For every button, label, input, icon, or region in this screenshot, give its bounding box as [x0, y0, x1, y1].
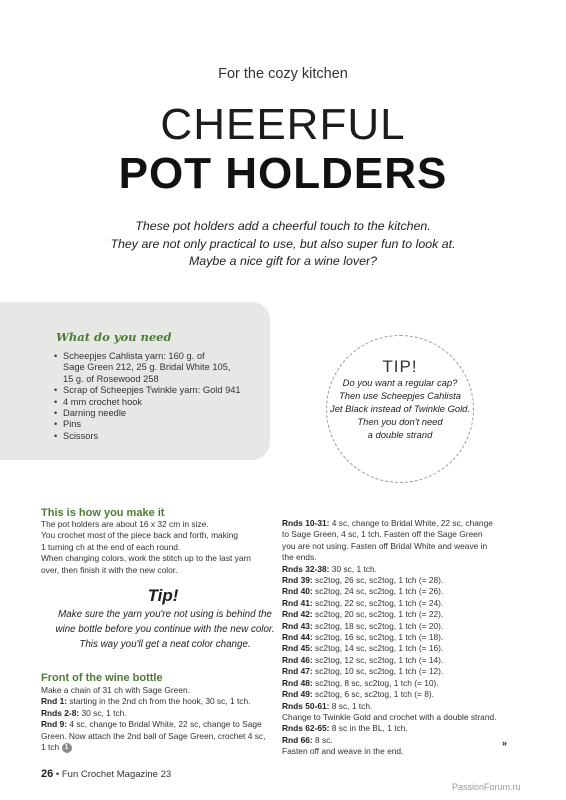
text-line: Make a chain of 31 ch with Sage Green. — [41, 685, 190, 695]
round-text: 30 sc, 1 tch. — [79, 707, 127, 718]
section-title-front: Front of the wine bottle — [41, 672, 163, 684]
materials-list — [54, 351, 241, 442]
round-label: Rnd 42: — [282, 609, 313, 620]
round-text: 1 tch — [41, 742, 60, 753]
tip2-line: wine bottle before you continue with the new color. — [55, 624, 275, 635]
text-line: over, then finish it with the new color. — [41, 564, 178, 575]
round-label: Rnd 47: — [282, 666, 313, 677]
round-line — [282, 723, 496, 734]
round-line — [282, 541, 496, 552]
footer-separator: • — [53, 769, 62, 780]
round-text: Change to Twinkle Gold and crochet with a double strand. — [282, 711, 497, 722]
text-line: The pot holders are about 16 x 32 cm in size. — [41, 519, 209, 529]
round-line — [282, 689, 496, 700]
round-text: 30 sc, 1 tch. — [329, 563, 377, 574]
round-text: 8 sc, 1 tch. — [329, 700, 373, 711]
watermark: PassionForum.ru — [452, 782, 521, 792]
tip2-line: Make sure the yarn you're not using is behind the — [58, 609, 272, 620]
front-instructions — [41, 685, 265, 753]
text-line: 1 turning ch at the end of each round. — [41, 541, 181, 552]
next-page-arrow: » — [502, 738, 508, 748]
materials-title: What do you need — [56, 330, 172, 344]
round-label: Rnds 2-8: — [41, 707, 80, 718]
round-line — [282, 564, 496, 575]
round-label: Rnds 10-31: — [282, 518, 330, 528]
tip2-label: Tip! — [147, 586, 179, 605]
tip-line: Then use Scheepjes Cahlista — [339, 390, 461, 401]
page-title-line2: POT HOLDERS — [118, 149, 448, 198]
round-line — [282, 609, 496, 620]
materials-item: • Pins — [54, 419, 241, 430]
intro-line: These pot holders add a cheerful touch to the kitchen. — [135, 219, 431, 233]
round-line — [282, 575, 496, 586]
round-line — [282, 518, 496, 529]
instructions-text — [41, 519, 251, 576]
round-label: Rnd 1: — [41, 696, 68, 707]
round-text: the ends. — [282, 552, 317, 563]
round-label: Rnd 45: — [282, 643, 313, 654]
tip-line: Jet Black instead of Twinkle Gold. — [330, 403, 470, 414]
round-line — [282, 598, 496, 609]
round-text: sc2tog, 24 sc, sc2tog, 1 tch (= 26). — [312, 586, 444, 597]
round-line — [282, 632, 496, 643]
round-line — [41, 696, 265, 707]
round-line — [282, 712, 496, 723]
intro-text — [60, 218, 506, 271]
round-label: Rnd 40: — [282, 586, 313, 597]
round-text: sc2tog, 14 sc, sc2tog, 1 tch (= 16). — [312, 643, 444, 654]
round-text: starting in the 2nd ch from the hook, 30 sc, 1 tch. — [67, 696, 251, 707]
round-text: to Sage Green, 4 sc, 1 tch. Fasten off the Sage Green — [282, 529, 483, 540]
round-line — [41, 708, 265, 719]
round-label: Rnd 66: — [282, 734, 313, 745]
tip-line: Do you want a regular cap? — [342, 377, 458, 388]
round-text: 4 sc, change to Bridal White, 22 sc, change to Sage — [67, 719, 262, 730]
round-line — [282, 678, 496, 689]
round-line — [282, 529, 496, 540]
tip2-text — [34, 607, 296, 652]
materials-item: • Darning needle — [54, 408, 241, 419]
materials-item: • Scissors — [54, 431, 241, 442]
round-line — [282, 586, 496, 597]
round-line — [41, 719, 265, 730]
round-line — [282, 735, 496, 746]
round-text: sc2tog, 22 sc, sc2tog, 1 tch (= 24). — [312, 597, 444, 608]
materials-item: • Scrap of Scheepjes Twinkle yarn: Gold 941 — [54, 385, 241, 396]
round-text: 4 sc, change to Bridal White, 22 sc, change — [329, 518, 493, 528]
tip-label: TIP! — [382, 357, 418, 376]
page-title-line1: CHEERFUL — [160, 100, 406, 149]
tip-text — [326, 376, 474, 441]
round-label: Rnds 32-38: — [282, 563, 330, 574]
round-label: Rnd 39: — [282, 575, 313, 586]
round-label: Rnd 41: — [282, 597, 313, 608]
intro-line: Maybe a nice gift for a wine lover? — [188, 254, 378, 268]
round-label: Rnd 49: — [282, 689, 313, 700]
step-marker: 1 — [62, 743, 72, 753]
section-title-instructions: This is how you make it — [41, 507, 165, 519]
round-label: Rnds 62-65: — [282, 723, 330, 734]
round-line — [282, 666, 496, 677]
text-line: When changing colors, work the stitch up to the last yarn — [41, 553, 251, 564]
round-line — [41, 742, 265, 753]
rounds-list — [282, 518, 496, 758]
round-text: Fasten off and weave in the end. — [282, 746, 404, 757]
text-line: Green. Now attach the 2nd ball of Sage Green, crochet 4 sc, — [41, 730, 266, 741]
tip-line: a double strand — [367, 429, 433, 440]
tip-line: Then you don't need — [357, 416, 443, 427]
round-line — [282, 552, 496, 563]
materials-item: • Scheepjes Cahlista yarn: 160 g. of Sage Green 212, 25 g. Bridal White 105, 15 g. of Rosewood 258 — [54, 351, 241, 385]
round-label: Rnd 43: — [282, 620, 313, 631]
page-number: 26 — [41, 768, 54, 780]
round-label: Rnd 9: — [41, 719, 68, 730]
materials-item: • 4 mm crochet hook — [54, 397, 241, 408]
round-line — [282, 701, 496, 712]
round-label: Rnd 44: — [282, 632, 313, 643]
kicker: For the cozy kitchen — [218, 66, 348, 82]
round-text: sc2tog, 16 sc, sc2tog, 1 tch (= 18). — [312, 632, 444, 643]
round-text: sc2tog, 10 sc, sc2tog, 1 tch (= 12). — [312, 666, 444, 677]
round-label: Rnd 46: — [282, 654, 313, 665]
round-line — [282, 643, 496, 654]
round-text: sc2tog, 8 sc, sc2tog, 1 tch (= 10). — [312, 677, 439, 688]
text-line: You crochet most of the piece back and forth, making — [41, 530, 239, 541]
round-line — [282, 746, 496, 757]
round-line — [282, 655, 496, 666]
page-footer — [41, 768, 171, 780]
round-text: 8 sc. — [312, 734, 333, 745]
magazine-name: Fun Crochet Magazine 23 — [61, 769, 172, 780]
round-line — [282, 621, 496, 632]
tip2-line: This way you'll get a neat color change. — [79, 639, 251, 650]
round-text: sc2tog, 26 sc, sc2tog, 1 tch (= 28). — [312, 575, 444, 586]
round-label: Rnd 48: — [282, 677, 313, 688]
round-text: 8 sc in the BL, 1 tch. — [329, 723, 408, 734]
round-text: sc2tog, 20 sc, sc2tog, 1 tch (= 22). — [312, 609, 444, 620]
round-text: you are not using. Fasten off Bridal White and weave in — [282, 540, 488, 551]
round-text: sc2tog, 6 sc, sc2tog, 1 tch (= 8). — [312, 689, 434, 700]
round-text: sc2tog, 18 sc, sc2tog, 1 tch (= 20). — [312, 620, 444, 631]
round-label: Rnds 50-61: — [282, 700, 330, 711]
intro-line: They are not only practical to use, but also super fun to look at. — [110, 236, 456, 251]
round-text: sc2tog, 12 sc, sc2tog, 1 tch (= 14). — [312, 654, 444, 665]
